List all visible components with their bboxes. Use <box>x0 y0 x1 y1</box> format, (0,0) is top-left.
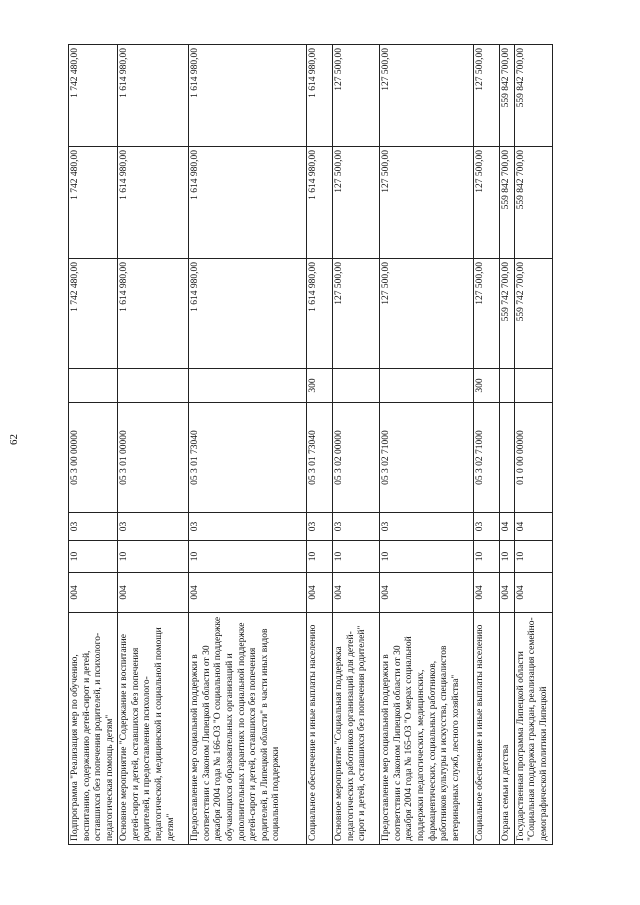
csr-cell <box>500 403 515 513</box>
ved-cell: 004 <box>118 573 189 613</box>
ved-cell: 004 <box>474 573 500 613</box>
table-row <box>118 45 189 845</box>
pr-cell: 03 <box>189 513 307 541</box>
sum-cell-2: 127 500,00 <box>474 147 500 259</box>
sum-cell-2: 559 842 700,00 <box>514 147 552 259</box>
table-row <box>333 45 380 845</box>
rz-cell: 10 <box>514 541 552 573</box>
pr-cell: 03 <box>69 513 118 541</box>
pr-cell: 03 <box>474 513 500 541</box>
vr-cell <box>333 369 380 403</box>
sum-cell-2: 1 614 980,00 <box>307 147 333 259</box>
sum-cell-2: 127 500,00 <box>333 147 380 259</box>
sum-cell-2: 1 614 980,00 <box>189 147 307 259</box>
ved-cell: 004 <box>500 573 515 613</box>
page-number: 62 <box>8 434 20 445</box>
sum-cell-2: 127 500,00 <box>380 147 474 259</box>
csr-cell: 05 3 02 71000 <box>380 403 474 513</box>
sum-cell-3: 1 742 480,00 <box>69 45 118 147</box>
table-row <box>69 45 118 845</box>
row-name-cell: Предоставление мер социальной поддержки в соответствии с Законом Липецкой области от 30 декабря 2004 года № 165-ОЗ "О мерах социальной поддержки педагогических, медицинских, фармацевтических, социальных работников, работников культуры и искусства, специалистов ветеринарных служб, лесного хозяйства" <box>380 613 474 845</box>
rz-cell: 10 <box>307 541 333 573</box>
sum-cell-1: 1 614 980,00 <box>189 259 307 369</box>
ved-cell: 004 <box>69 573 118 613</box>
rz-cell: 10 <box>500 541 515 573</box>
ved-cell: 004 <box>307 573 333 613</box>
sum-cell-2: 1 742 480,00 <box>69 147 118 259</box>
sum-cell-2: 1 614 980,00 <box>118 147 189 259</box>
sum-cell-3: 559 842 700,00 <box>500 45 515 147</box>
row-name-cell: Подпрограмма "Реализация мер по обучению, воспитанию, содержанию детей-сирот и детей, оставшихся без попечения родителей, и психолого-педагогическая помощь детям" <box>69 613 118 845</box>
sum-cell-3: 1 614 980,00 <box>307 45 333 147</box>
rz-cell: 10 <box>189 541 307 573</box>
csr-cell: 05 3 01 73040 <box>307 403 333 513</box>
csr-cell: 05 3 01 00000 <box>118 403 189 513</box>
table-row <box>500 45 515 845</box>
pr-cell: 03 <box>333 513 380 541</box>
csr-cell: 05 3 00 00000 <box>69 403 118 513</box>
sum-cell-2: 559 842 700,00 <box>500 147 515 259</box>
rotated-table-container <box>68 45 550 845</box>
vr-cell <box>514 369 552 403</box>
row-name-cell: Основное мероприятие "Содержание и воспитание детей-сирот и детей, оставшихся без попечения родителей, и предоставление психолого-педагогической, медицинской и социальной помощи детям" <box>118 613 189 845</box>
rz-cell: 10 <box>118 541 189 573</box>
sum-cell-1: 559 742 700,00 <box>500 259 515 369</box>
sum-cell-1: 559 742 700,00 <box>514 259 552 369</box>
row-name-cell: Основное мероприятие "Социальная поддержка педагогических работников организаций для детей-сирот и детей, оставшихся без попечения родителей" <box>333 613 380 845</box>
table-row <box>514 45 552 845</box>
pr-cell: 03 <box>307 513 333 541</box>
sum-cell-3: 127 500,00 <box>380 45 474 147</box>
csr-cell: 05 3 02 00000 <box>333 403 380 513</box>
sum-cell-3: 559 842 700,00 <box>514 45 552 147</box>
table-row <box>189 45 307 845</box>
vr-cell <box>69 369 118 403</box>
rz-cell: 10 <box>474 541 500 573</box>
budget-table <box>68 44 553 845</box>
sum-cell-1: 127 500,00 <box>474 259 500 369</box>
table-row <box>474 45 500 845</box>
csr-cell: 05 3 01 73040 <box>189 403 307 513</box>
rz-cell: 10 <box>380 541 474 573</box>
vr-cell <box>189 369 307 403</box>
vr-cell <box>380 369 474 403</box>
sum-cell-1: 1 614 980,00 <box>307 259 333 369</box>
rz-cell: 10 <box>69 541 118 573</box>
pr-cell: 03 <box>380 513 474 541</box>
row-name-cell: Охрана семьи и детства <box>500 613 515 845</box>
sum-cell-1: 127 500,00 <box>380 259 474 369</box>
sum-cell-3: 127 500,00 <box>333 45 380 147</box>
sum-cell-3: 1 614 980,00 <box>189 45 307 147</box>
vr-cell <box>118 369 189 403</box>
pr-cell: 04 <box>500 513 515 541</box>
vr-cell <box>500 369 515 403</box>
row-name-cell: Социальное обеспечение и иные выплаты населению <box>474 613 500 845</box>
csr-cell: 05 3 02 71000 <box>474 403 500 513</box>
row-name-cell: Государственная программа Липецкой области "Социальная поддержка граждан, реализация семейно-демографической политики Липецкой <box>514 613 552 845</box>
sum-cell-1: 1 614 980,00 <box>118 259 189 369</box>
sum-cell-1: 127 500,00 <box>333 259 380 369</box>
table-row <box>307 45 333 845</box>
pr-cell: 03 <box>118 513 189 541</box>
csr-cell: 01 0 00 00000 <box>514 403 552 513</box>
ved-cell: 004 <box>189 573 307 613</box>
table-row <box>380 45 474 845</box>
row-name-cell: Социальное обеспечение и иные выплаты населению <box>307 613 333 845</box>
row-name-cell: Предоставление мер социальной поддержки в соответствии с Законом Липецкой области от 30 декабря 2004 года № 166-ОЗ "О социальной поддержке обучающихся образовательных организаций и дополнительных гарантиях по социальной поддержке детей-сирот и детей, оставшихся без попечения родителей, в Липецкой области" в части иных видов социальной поддержки <box>189 613 307 845</box>
sum-cell-3: 127 500,00 <box>474 45 500 147</box>
ved-cell: 004 <box>514 573 552 613</box>
sum-cell-3: 1 614 980,00 <box>118 45 189 147</box>
rz-cell: 10 <box>333 541 380 573</box>
sum-cell-1: 1 742 480,00 <box>69 259 118 369</box>
pr-cell: 04 <box>514 513 552 541</box>
ved-cell: 004 <box>380 573 474 613</box>
vr-cell: 300 <box>474 369 500 403</box>
ved-cell: 004 <box>333 573 380 613</box>
vr-cell: 300 <box>307 369 333 403</box>
